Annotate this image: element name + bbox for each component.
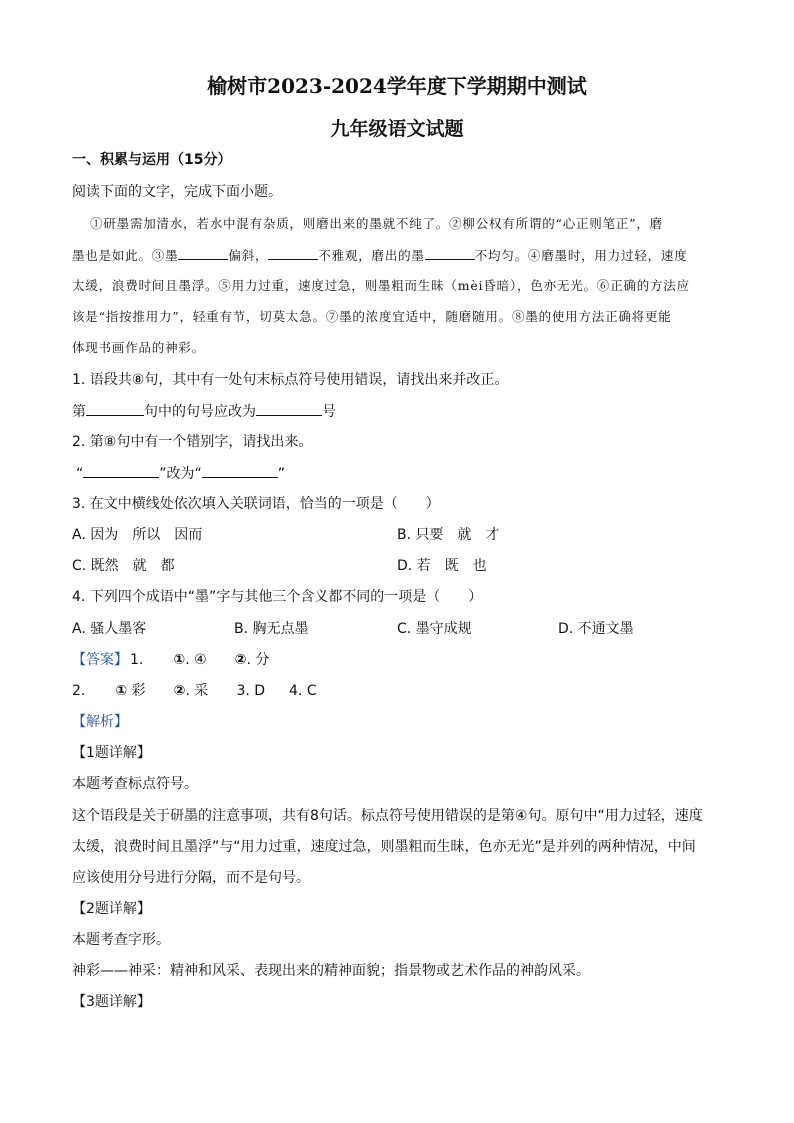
fill-text: 第 bbox=[72, 404, 86, 420]
detail-text: 神彩——神采：精神和风采、表现出来的精神面貌；指景物或艺术作品的神韵风采。 bbox=[72, 963, 590, 979]
answer-text: . 分 bbox=[246, 652, 270, 668]
question-2-stem: 2. 第⑧句中有一个错别字，请找出来。 bbox=[72, 434, 313, 450]
fill-text: 句中的句号应改为 bbox=[144, 404, 256, 420]
answer-mark: ② bbox=[173, 683, 186, 699]
page-subtitle: 九年级语文试题 bbox=[330, 118, 464, 140]
passage-line: 体现书画作品的神彩。 bbox=[72, 340, 206, 355]
answer-blank[interactable] bbox=[256, 401, 322, 416]
answer-text: . ④ bbox=[185, 652, 207, 668]
passage-line: ①研墨需加清水，若水中混有杂质，则磨出来的墨就不纯了。②柳公权有所谓的“心正则笔正”，磨 bbox=[90, 216, 663, 231]
answer-num: 2. bbox=[72, 683, 86, 699]
answer-label: 【答案】 bbox=[72, 652, 128, 668]
detail-title: 【3题详解】 bbox=[72, 994, 151, 1010]
answer-blank[interactable] bbox=[86, 401, 144, 416]
answer-text: 3. D bbox=[236, 683, 266, 699]
option-c[interactable]: C. 既然 就 都 bbox=[72, 558, 175, 574]
detail-text: 本题考查字形。 bbox=[72, 932, 170, 948]
answer-blank[interactable] bbox=[202, 463, 278, 478]
answer-text: 彩 bbox=[127, 683, 146, 699]
option-c[interactable]: C. 墨守成规 bbox=[397, 621, 472, 637]
fill-text: 号 bbox=[322, 404, 336, 420]
section-heading: 一、积累与运用（15分） bbox=[72, 152, 232, 168]
option-a[interactable]: A. 因为 所以 因而 bbox=[72, 527, 203, 543]
detail-title: 【2题详解】 bbox=[72, 901, 151, 917]
passage-text: 偏斜， bbox=[228, 248, 269, 263]
analysis-label: 【解析】 bbox=[72, 714, 128, 730]
fill-text: “ bbox=[76, 466, 84, 482]
page-title: 榆树市2023-2024学年度下学期期中测试 bbox=[207, 74, 587, 98]
answer-text: 4. C bbox=[289, 683, 317, 699]
answer-num: 1. bbox=[130, 652, 144, 668]
detail-text: 本题考查标点符号。 bbox=[72, 776, 198, 792]
question-1-stem: 1. 语段共⑧句，其中有一处句末标点符号使用错误，请找出来并改正。 bbox=[72, 372, 509, 388]
answer-blank[interactable] bbox=[83, 463, 159, 478]
answer-mark: ② bbox=[234, 652, 247, 668]
question-2-fill bbox=[76, 463, 285, 484]
answer-row-1 bbox=[72, 650, 269, 670]
fill-text: ” bbox=[277, 466, 286, 482]
answer-text: . 采 bbox=[185, 683, 209, 699]
section-instruction: 阅读下面的文字，完成下面小题。 bbox=[72, 184, 282, 200]
passage-text: 不雅观，磨出的墨 bbox=[318, 248, 425, 263]
passage-line: 该是“指按推用力”，轻重有节，切莫太急。⑦墨的浓度宜适中，随磨随用。⑧墨的使用方法正确将更能 bbox=[72, 309, 672, 324]
option-a[interactable]: A. 骚人墨客 bbox=[72, 621, 147, 637]
detail-text: 应该使用分号进行分隔，而不是句号。 bbox=[72, 870, 310, 886]
answer-mark: ① bbox=[115, 683, 128, 699]
passage-text: 墨也是如此。③墨 bbox=[72, 248, 179, 263]
question-1-fill bbox=[72, 401, 336, 422]
fill-text: ”改为“ bbox=[159, 466, 202, 482]
option-d[interactable]: D. 若 既 也 bbox=[397, 558, 487, 574]
option-b[interactable]: B. 只要 就 才 bbox=[397, 527, 500, 543]
option-d[interactable]: D. 不通文墨 bbox=[558, 621, 634, 637]
passage-line: 太缓，浪费时间且墨浮。⑤用力过重，速度过急，则墨粗而生昧（mèi昏暗），色亦无光。⑥正确的方法应 bbox=[72, 278, 690, 293]
question-3-stem: 3. 在文中横线处依次填入关联词语，恰当的一项是（ ） bbox=[72, 496, 440, 512]
detail-text: 这个语段是关于研墨的注意事项，共有8句话。标点符号使用错误的是第④句。原句中“用力过轻，速度 bbox=[72, 808, 703, 824]
blank-line bbox=[268, 245, 318, 260]
passage-line bbox=[72, 245, 688, 266]
option-b[interactable]: B. 胸无点墨 bbox=[234, 621, 309, 637]
question-4-stem: 4. 下列四个成语中“墨”字与其他三个含义都不同的一项是（ ） bbox=[72, 589, 483, 605]
blank-line bbox=[178, 245, 228, 260]
passage-text: 不均匀。④磨墨时，用力过轻，速度 bbox=[474, 248, 688, 263]
detail-text: 太缓，浪费时间且墨浮”与“用力过重，速度过急，则墨粗而生昧，色亦无光”是并列的两种情况，中间 bbox=[72, 839, 696, 855]
detail-title: 【1题详解】 bbox=[72, 745, 151, 761]
blank-line bbox=[425, 245, 475, 260]
answer-row-2 bbox=[72, 681, 317, 701]
answer-mark: ① bbox=[173, 652, 186, 668]
